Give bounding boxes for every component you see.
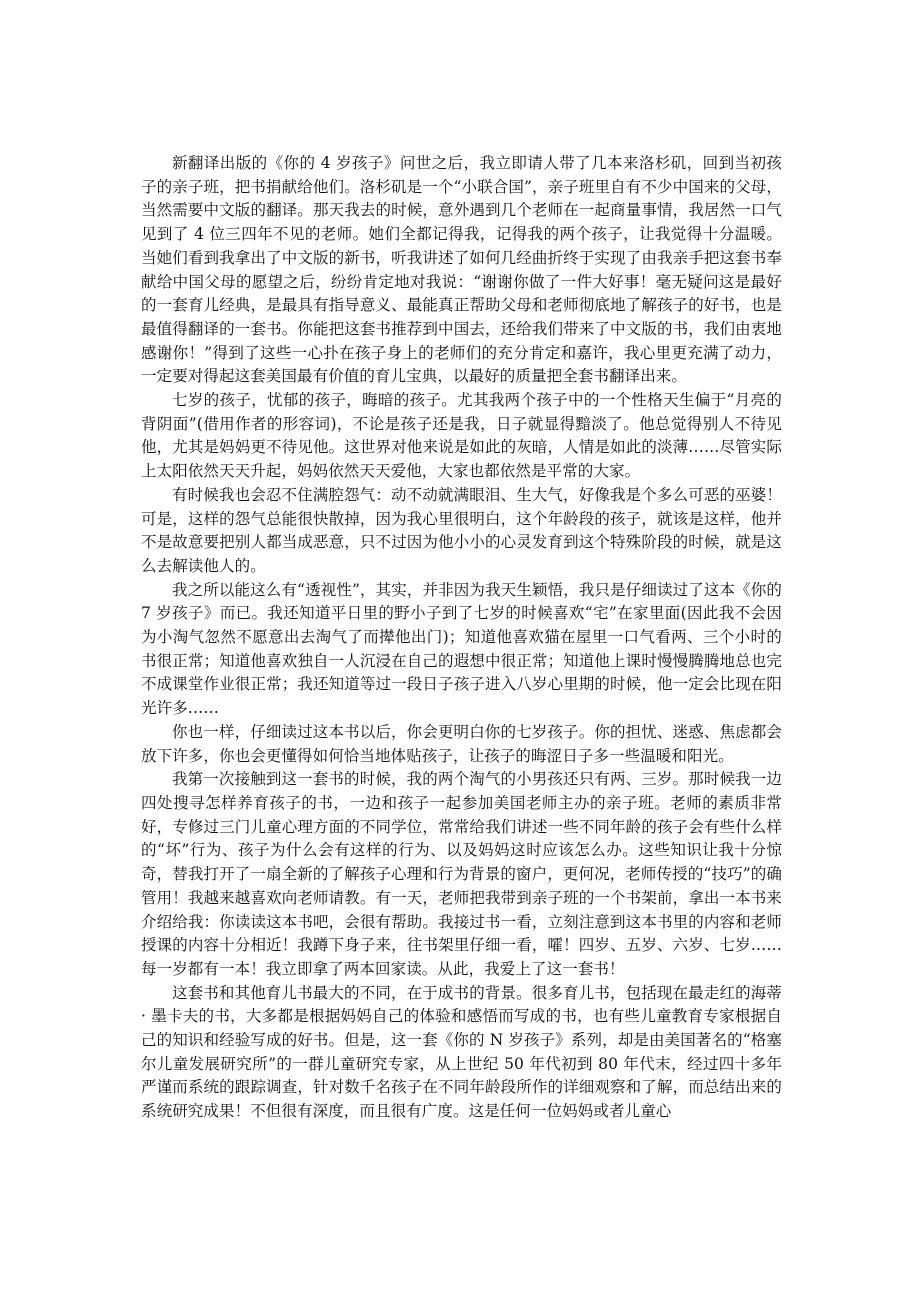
paragraph-4: 我之所以能这么有“透视性”，其实，并非因为我天生颖悟，我只是仔细读过了这本《你的 7 岁孩子》而已。我还知道平日里的野小子到了七岁的时候喜欢“宅”在家里面(因此我不会因为小淘气忽然不愿意出去淘气了而撵他出门)；知道他喜欢猫在屋里一口气看两、三个小时的书很正常；知道他喜欢独自一人沉浸在自己的遐想中很正常；知道他上课时慢慢腾腾地总也完不成课堂作业很正常；我还知道等过一段日子孩子进入八岁心里期的时候，他一定会比现在阳光许多…… [141,580,782,718]
paragraph-2: 七岁的孩子，忧郁的孩子，晦暗的孩子。尤其我两个孩子中的一个性格天生偏于“月亮的背阴面”(借用作者的形容词)，不论是孩子还是我，日子就显得黯淡了。他总觉得别人不待见他，尤其是妈妈更不待见他。这世界对他来说是如此的灰暗，人情是如此的淡薄……尽管实际上太阳依然天天升起，妈妈依然天天爱他，大家也都依然是平常的大家。 [141,391,782,481]
paragraph-3: 有时候我也会忍不住满腔怨气：动不动就满眼泪、生大气，好像我是个多么可恶的巫婆！可是，这样的怨气总能很快散掉，因为我心里很明白，这个年龄段的孩子，就该是这样，他并不是故意要把别人都当成恶意，只不过因为他小小的心灵发育到这个特殊阶段的时候，就是这么去解读他人的。 [141,485,782,575]
paragraph-7: 这套书和其他育儿书最大的不同，在于成书的背景。很多育儿书，包括现在最走红的海蒂· 墨卡夫的书，大多都是根据妈妈自己的体验和感悟而写成的书，也有些儿童教育专家根据自己的知识和经验写成的好书。但是，这一套《你的 N 岁孩子》系列，却是由美国著名的“格塞尔儿童发展研究所”的一群儿童研究专家，从上世纪 50 年代初到 80 年代末，经过四十多年严谨而系统的跟踪调查，针对数千名孩子在不同年龄段所作的详细观察和了解，而总结出来的系统研究成果！不但很有深度，而且很有广度。这是任何一位妈妈或者儿童心 [141,983,782,1121]
paragraph-6: 我第一次接触到这一套书的时候，我的两个淘气的小男孩还只有两、三岁。那时候我一边四处搜寻怎样养育孩子的书，一边和孩子一起参加美国老师主办的亲子班。老师的素质非常好，专修过三门儿童心理方面的不同学位，常常给我们讲述一些不同年龄的孩子会有些什么样的“坏”行为、孩子为什么会有这样的行为、以及妈妈这时应该怎么办。这些知识让我十分惊奇，替我打开了一扇全新的了解孩子心理和行为背景的窗户，更何况，老师传授的“技巧”的确管用！我越来越喜欢向老师请教。有一天，老师把我带到亲子班的一个书架前，拿出一本书来介绍给我：你读读这本书吧，会很有帮助。我接过书一看，立刻注意到这本书里的内容和老师授课的内容十分相近！我蹲下身子来，往书架里仔细一看，嚯！四岁、五岁、六岁、七岁……每一岁都有一本！我立即拿了两本回家读。从此，我爱上了这一套书！ [141,770,782,978]
paragraph-5: 你也一样，仔细读过这本书以后，你会更明白你的七岁孩子。你的担忧、迷惑、焦虑都会放下许多，你也会更懂得如何恰当地体贴孩子，让孩子的晦涩日子多一些温暖和阳光。 [141,722,782,765]
paragraph-1: 新翻译出版的《你的 4 岁孩子》问世之后，我立即请人带了几本来洛杉矶，回到当初孩子的亲子班，把书捐献给他们。洛杉矶是一个“小联合国”，亲子班里自有不少中国来的父母，当然需要中文版的翻译。那天我去的时候，意外遇到几个老师在一起商量事情，我居然一口气见到了 4 位三四年不见的老师。她们全都记得我，记得我的两个孩子，让我觉得十分温暖。当她们看到我拿出了中文版的新书，听我讲述了如何几经曲折终于实现了由我亲手把这套书奉献给中国父母的愿望之后，纷纷肯定地对我说：“谢谢你做了一件大好事！毫无疑问这是最好的一套育儿经典，是最具有指导意义、最能真正帮助父母和老师彻底地了解孩子的好书，也是最值得翻译的一套书。你能把这套书推荐到中国去，还给我们带来了中文版的书，我们由衷地感谢你！”得到了这些一心扑在孩子身上的老师们的充分肯定和嘉许，我心里更充满了动力，一定要对得起这套美国最有价值的育儿宝典，以最好的质量把全套书翻译出来。 [141,154,782,386]
document-body [141,152,782,1124]
